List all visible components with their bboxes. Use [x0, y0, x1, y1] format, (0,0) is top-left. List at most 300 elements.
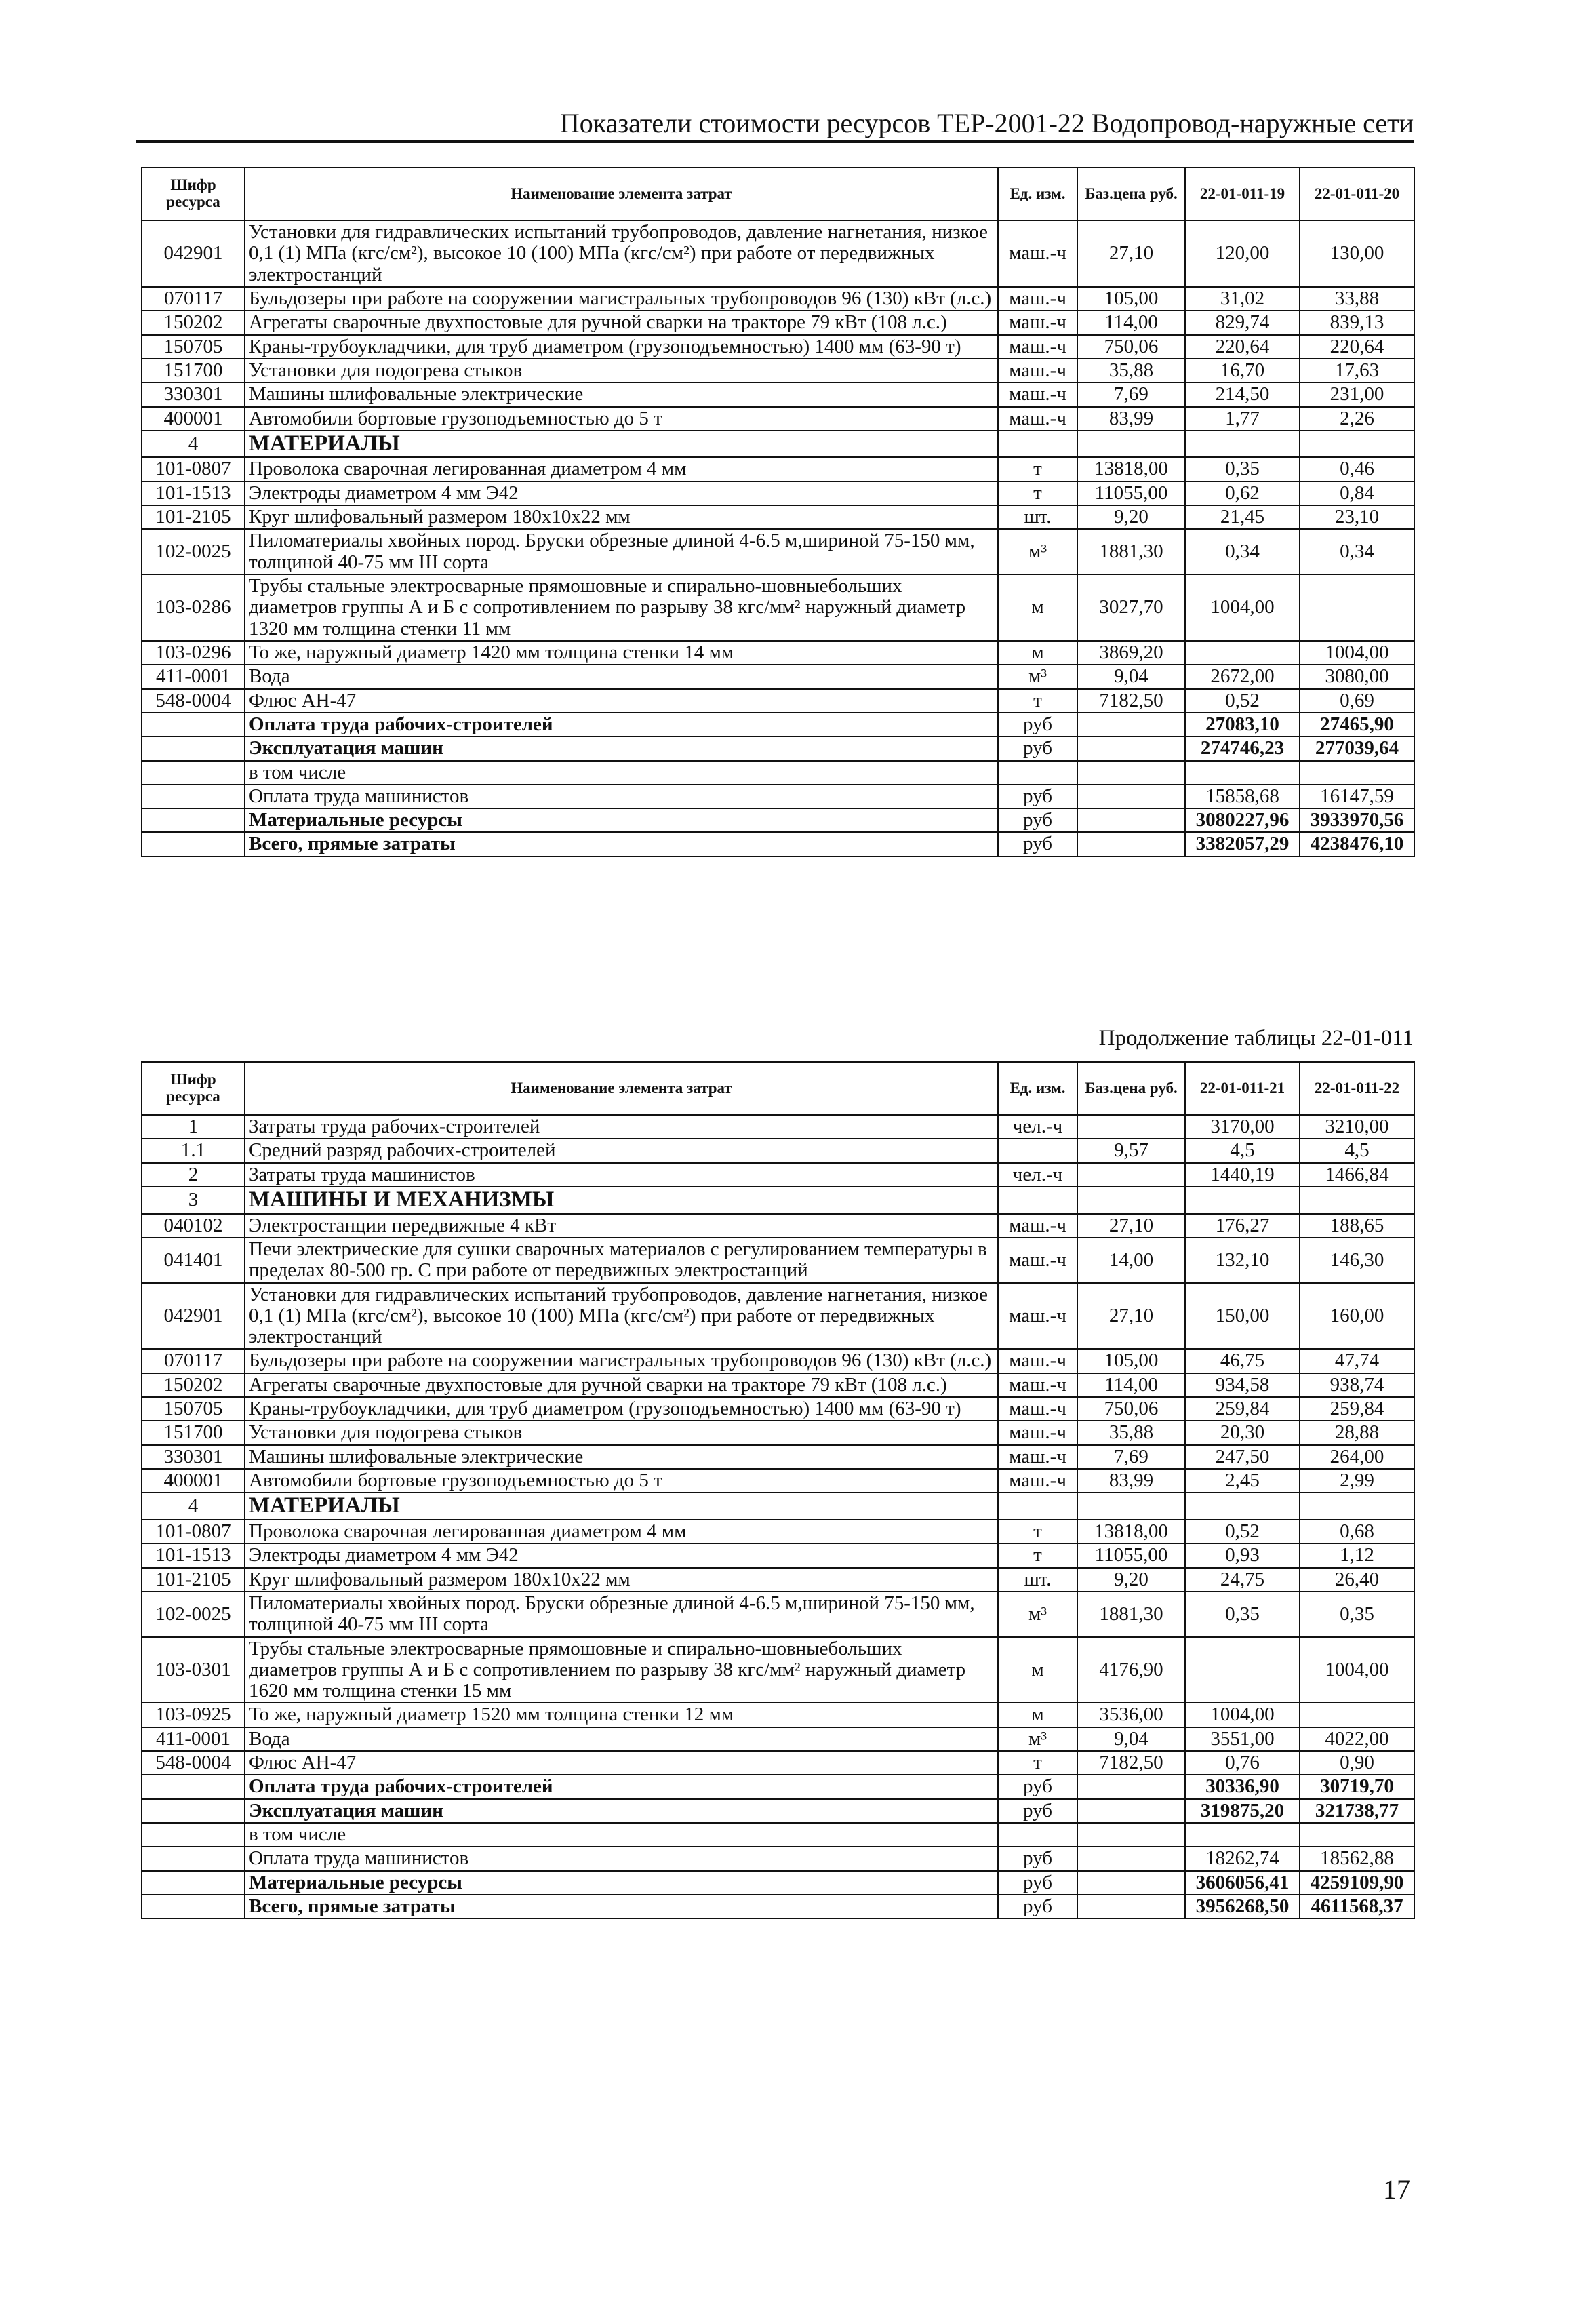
cell-value-a: 829,74 [1185, 311, 1300, 334]
cell-price [1077, 736, 1185, 760]
cell-unit: м [998, 641, 1077, 665]
cell-name: Круг шлифовальный размером 180x10x22 мм [245, 1568, 998, 1592]
cell-value-a: 214,50 [1185, 382, 1300, 406]
cell-unit: м³ [998, 665, 1077, 688]
cell-name: Флюс АН-47 [245, 689, 998, 713]
cell-code [142, 785, 245, 808]
cell-price: 7,69 [1077, 1445, 1185, 1469]
cell-value-b: 47,74 [1300, 1349, 1414, 1373]
cell-unit: маш.-ч [998, 1421, 1077, 1444]
table-row [142, 761, 1414, 785]
table-row [142, 1283, 1414, 1350]
cell-unit: маш.-ч [998, 311, 1077, 334]
cell-unit: т [998, 457, 1077, 481]
cell-value-b: 0,34 [1300, 529, 1414, 574]
cell-price: 35,88 [1077, 1421, 1185, 1444]
cell-value-b: 4,5 [1300, 1139, 1414, 1162]
cell-value-a [1185, 1493, 1300, 1520]
cell-code: 102-0025 [142, 1592, 245, 1637]
cell-name: Краны-трубоукладчики, для труб диаметром (грузоподъемностью) 1400 мм (63-90 т) [245, 335, 998, 359]
cell-unit: руб [998, 1871, 1077, 1895]
table-row [142, 832, 1414, 856]
cell-code [142, 761, 245, 785]
cell-name: То же, наружный диаметр 1420 мм толщина стенки 14 мм [245, 641, 998, 665]
cell-code: 101-2105 [142, 505, 245, 529]
cell-price: 3027,70 [1077, 574, 1185, 641]
cell-code: 150705 [142, 335, 245, 359]
cell-unit: руб [998, 1847, 1077, 1870]
cell-unit: маш.-ч [998, 1397, 1077, 1421]
table-row [142, 529, 1414, 574]
table-row [142, 505, 1414, 529]
cell-code [142, 832, 245, 856]
cell-code: 102-0025 [142, 529, 245, 574]
table-header-row [142, 168, 1414, 220]
cell-value-b: 0,69 [1300, 689, 1414, 713]
cell-value-a: 24,75 [1185, 1568, 1300, 1592]
table-row [142, 1871, 1414, 1895]
cell-value-b: 33,88 [1300, 287, 1414, 311]
cell-value-a: 3606056,41 [1185, 1871, 1300, 1895]
cell-unit: т [998, 689, 1077, 713]
cell-code [142, 1871, 245, 1895]
page-header-title: Показатели стоимости ресурсов ТЕР-2001-22 Водопровод-наружные сети [559, 108, 1414, 138]
cell-value-b: 27465,90 [1300, 713, 1414, 736]
cell-code: 103-0925 [142, 1703, 245, 1727]
cell-name: Установки для гидравлических испытаний трубопроводов, давление нагнетания, низкое 0,1 (1) МПа (кгс/см²), высокое 10 (100) МПа (кгс/см²) при работе от передвижных электростанций [245, 1283, 998, 1350]
cell-price: 27,10 [1077, 220, 1185, 287]
cell-value-b: 17,63 [1300, 359, 1414, 382]
cell-value-a: 3080227,96 [1185, 808, 1300, 832]
col-header-norm-a: 22-01-011-21 [1185, 1062, 1300, 1115]
cell-code: 4 [142, 1493, 245, 1520]
page-number: 17 [1383, 2174, 1410, 2205]
table-row [142, 1187, 1414, 1214]
cell-price [1077, 713, 1185, 736]
cell-value-a: 15858,68 [1185, 785, 1300, 808]
cell-name: Агрегаты сварочные двухпостовые для ручной сварки на тракторе 79 кВт (108 л.с.) [245, 311, 998, 334]
cell-unit: маш.-ч [998, 382, 1077, 406]
cell-unit: м³ [998, 1592, 1077, 1637]
cell-name: Краны-трубоукладчики, для труб диаметром (грузоподъемностью) 1400 мм (63-90 т) [245, 1397, 998, 1421]
cell-value-a: 2672,00 [1185, 665, 1300, 688]
cell-name: Всего, прямые затраты [245, 832, 998, 856]
cell-name: Трубы стальные электросварные прямошовные и спирально-шовныебольших диаметров группы А и Б с сопротивлением по разрыву 38 кгс/мм² наружный диаметр 1620 мм толщина стенки 15 мм [245, 1637, 998, 1703]
cell-name: Материальные ресурсы [245, 808, 998, 832]
cell-name: Оплата труда машинистов [245, 1847, 998, 1870]
cell-value-b: 0,68 [1300, 1520, 1414, 1543]
cell-code [142, 736, 245, 760]
cell-price: 105,00 [1077, 1349, 1185, 1373]
cell-price: 4176,90 [1077, 1637, 1185, 1703]
cell-value-b: 277039,64 [1300, 736, 1414, 760]
cell-unit: маш.-ч [998, 1214, 1077, 1238]
cell-price: 11055,00 [1077, 1543, 1185, 1567]
cell-value-b: 130,00 [1300, 220, 1414, 287]
table-row [142, 335, 1414, 359]
col-header-name: Наименование элемента затрат [245, 1062, 998, 1115]
table-row [142, 1520, 1414, 1543]
cell-value-b: 16147,59 [1300, 785, 1414, 808]
cell-value-b: 2,99 [1300, 1469, 1414, 1493]
cell-code: 411-0001 [142, 665, 245, 688]
cell-value-b: 188,65 [1300, 1214, 1414, 1238]
page-header [136, 107, 1414, 143]
cell-value-a: 1440,19 [1185, 1163, 1300, 1187]
table-row [142, 1727, 1414, 1751]
cell-unit [998, 1139, 1077, 1162]
cell-value-b: 259,84 [1300, 1397, 1414, 1421]
cell-value-b: 938,74 [1300, 1373, 1414, 1397]
cell-code: 151700 [142, 359, 245, 382]
cell-name: Затраты труда рабочих-строителей [245, 1115, 998, 1139]
cell-value-a: 30336,90 [1185, 1775, 1300, 1798]
cell-value-a: 319875,20 [1185, 1799, 1300, 1823]
cell-value-b: 4022,00 [1300, 1727, 1414, 1751]
cell-price [1077, 1847, 1185, 1870]
table-row [142, 1799, 1414, 1823]
cell-price: 114,00 [1077, 1373, 1185, 1397]
cell-name: Трубы стальные электросварные прямошовные и спирально-шовныебольших диаметров группы А и Б с сопротивлением по разрыву 38 кгс/мм² наружный диаметр 1320 мм толщина стенки 11 мм [245, 574, 998, 641]
table-row [142, 665, 1414, 688]
cell-value-b: 3080,00 [1300, 665, 1414, 688]
cell-unit: м³ [998, 529, 1077, 574]
cell-value-a [1185, 1637, 1300, 1703]
cell-value-b: 0,84 [1300, 481, 1414, 505]
table-row [142, 641, 1414, 665]
col-header-unit: Ед. изм. [998, 1062, 1077, 1115]
cell-name: Бульдозеры при работе на сооружении магистральных трубопроводов 96 (130) кВт (л.с.) [245, 1349, 998, 1373]
table-body-2 [142, 1115, 1414, 1918]
cell-price: 1881,30 [1077, 529, 1185, 574]
cell-code: 101-1513 [142, 481, 245, 505]
cell-code: 400001 [142, 1469, 245, 1493]
table-header-row [142, 1062, 1414, 1115]
cell-value-a: 27083,10 [1185, 713, 1300, 736]
cell-name: Автомобили бортовые грузоподъемностью до 5 т [245, 1469, 998, 1493]
cell-value-b [1300, 1187, 1414, 1214]
cell-name: Средний разряд рабочих-строителей [245, 1139, 998, 1162]
cell-unit: руб [998, 1799, 1077, 1823]
cell-unit: руб [998, 713, 1077, 736]
cell-price [1077, 1823, 1185, 1847]
table-row [142, 736, 1414, 760]
cell-price [1077, 1871, 1185, 1895]
cell-value-b [1300, 1703, 1414, 1727]
cell-code: 070117 [142, 287, 245, 311]
cell-value-a: 0,35 [1185, 1592, 1300, 1637]
cell-unit: руб [998, 832, 1077, 856]
cell-value-a: 3382057,29 [1185, 832, 1300, 856]
col-header-norm-a: 22-01-011-19 [1185, 168, 1300, 220]
cell-unit: маш.-ч [998, 1445, 1077, 1469]
cell-name: Машины шлифовальные электрические [245, 1445, 998, 1469]
cell-unit: маш.-ч [998, 1283, 1077, 1350]
cell-code: 101-2105 [142, 1568, 245, 1592]
cell-code: 548-0004 [142, 1751, 245, 1775]
cell-value-b: 146,30 [1300, 1238, 1414, 1283]
col-header-norm-b: 22-01-011-20 [1300, 168, 1414, 220]
cell-price: 105,00 [1077, 287, 1185, 311]
cell-value-b [1300, 1493, 1414, 1520]
cell-code [142, 808, 245, 832]
cell-value-a: 16,70 [1185, 359, 1300, 382]
cell-value-a: 0,76 [1185, 1751, 1300, 1775]
cell-name: в том числе [245, 761, 998, 785]
cell-value-a: 18262,74 [1185, 1847, 1300, 1870]
cell-name: Установки для подогрева стыков [245, 359, 998, 382]
table-row [142, 220, 1414, 287]
cell-unit [998, 431, 1077, 458]
cell-unit: м³ [998, 1727, 1077, 1751]
cell-name: Материальные ресурсы [245, 1871, 998, 1895]
cell-value-a: 20,30 [1185, 1421, 1300, 1444]
cell-name: Печи электрические для сушки сварочных материалов с регулированием температуры в пределах 80-500 гр. С при работе от передвижных электростанций [245, 1238, 998, 1283]
table-row [142, 382, 1414, 406]
cell-value-a [1185, 641, 1300, 665]
cell-price: 13818,00 [1077, 1520, 1185, 1543]
cell-price [1077, 1775, 1185, 1798]
cell-code: 101-1513 [142, 1543, 245, 1567]
table-row [142, 1115, 1414, 1139]
cell-price [1077, 832, 1185, 856]
cell-code: 040102 [142, 1214, 245, 1238]
cell-value-b: 30719,70 [1300, 1775, 1414, 1798]
cell-value-b: 220,64 [1300, 335, 1414, 359]
cell-code: 101-0807 [142, 1520, 245, 1543]
cell-value-a: 3956268,50 [1185, 1895, 1300, 1918]
cell-price: 83,99 [1077, 407, 1185, 431]
cell-price [1077, 1895, 1185, 1918]
cell-price [1077, 1493, 1185, 1520]
table-row [142, 1469, 1414, 1493]
cell-value-a [1185, 1187, 1300, 1214]
cell-code [142, 1799, 245, 1823]
cell-price: 14,00 [1077, 1238, 1185, 1283]
cell-code [142, 1895, 245, 1918]
cell-code: 150705 [142, 1397, 245, 1421]
cell-price [1077, 808, 1185, 832]
cell-value-a: 120,00 [1185, 220, 1300, 287]
table-row [142, 407, 1414, 431]
cell-name: МАТЕРИАЛЫ [245, 431, 998, 458]
cell-name: Установки для гидравлических испытаний трубопроводов, давление нагнетания, низкое 0,1 (1) МПа (кгс/см²), высокое 10 (100) МПа (кгс/см²) при работе от передвижных электростанций [245, 220, 998, 287]
cell-name: То же, наружный диаметр 1520 мм толщина стенки 12 мм [245, 1703, 998, 1727]
cell-value-a: 31,02 [1185, 287, 1300, 311]
cell-unit: м [998, 1637, 1077, 1703]
cell-unit [998, 1493, 1077, 1520]
cell-price: 114,00 [1077, 311, 1185, 334]
table-row [142, 1397, 1414, 1421]
cell-value-b: 23,10 [1300, 505, 1414, 529]
cell-unit: маш.-ч [998, 407, 1077, 431]
cell-code: 1.1 [142, 1139, 245, 1162]
cell-price [1077, 1187, 1185, 1214]
cell-unit: руб [998, 1895, 1077, 1918]
cell-unit: маш.-ч [998, 220, 1077, 287]
cell-unit: маш.-ч [998, 1349, 1077, 1373]
cell-price: 35,88 [1077, 359, 1185, 382]
cell-unit: маш.-ч [998, 335, 1077, 359]
cell-value-a: 247,50 [1185, 1445, 1300, 1469]
table-row [142, 1703, 1414, 1727]
cell-value-a: 0,52 [1185, 1520, 1300, 1543]
table-row [142, 1139, 1414, 1162]
cell-unit: маш.-ч [998, 1238, 1077, 1283]
cell-value-b: 1004,00 [1300, 1637, 1414, 1703]
table-row [142, 1895, 1414, 1918]
col-header-price: Баз.цена руб. [1077, 168, 1185, 220]
table-row [142, 1637, 1414, 1703]
table-body-1 [142, 220, 1414, 856]
table-row [142, 1238, 1414, 1283]
cell-code: 400001 [142, 407, 245, 431]
cell-price: 27,10 [1077, 1283, 1185, 1350]
cell-price: 3536,00 [1077, 1703, 1185, 1727]
cell-value-b: 18562,88 [1300, 1847, 1414, 1870]
cell-price: 9,04 [1077, 1727, 1185, 1751]
cell-name: Электроды диаметром 4 мм Э42 [245, 481, 998, 505]
cell-unit: руб [998, 1775, 1077, 1798]
cell-value-a: 132,10 [1185, 1238, 1300, 1283]
col-header-price: Баз.цена руб. [1077, 1062, 1185, 1115]
table-row [142, 359, 1414, 382]
cell-price: 750,06 [1077, 1397, 1185, 1421]
cell-name: Вода [245, 665, 998, 688]
cell-value-a: 2,45 [1185, 1469, 1300, 1493]
cell-name: Эксплуатация машин [245, 736, 998, 760]
cell-price [1077, 431, 1185, 458]
cell-value-a: 0,34 [1185, 529, 1300, 574]
cell-code: 103-0286 [142, 574, 245, 641]
cell-name: Затраты труда машинистов [245, 1163, 998, 1187]
cell-price: 83,99 [1077, 1469, 1185, 1493]
table-row [142, 785, 1414, 808]
cell-unit: руб [998, 785, 1077, 808]
cell-name: Агрегаты сварочные двухпостовые для ручной сварки на тракторе 79 кВт (108 л.с.) [245, 1373, 998, 1397]
cell-unit: т [998, 1520, 1077, 1543]
cell-unit [998, 761, 1077, 785]
cell-code: 103-0296 [142, 641, 245, 665]
cell-price: 750,06 [1077, 335, 1185, 359]
cell-value-b: 0,35 [1300, 1592, 1414, 1637]
table-row [142, 1568, 1414, 1592]
table-row [142, 457, 1414, 481]
table-row [142, 1775, 1414, 1798]
cell-value-a: 259,84 [1185, 1397, 1300, 1421]
cell-code: 411-0001 [142, 1727, 245, 1751]
cell-price: 9,20 [1077, 1568, 1185, 1592]
cell-unit: м [998, 1703, 1077, 1727]
cell-unit: т [998, 1543, 1077, 1567]
cell-price: 9,04 [1077, 665, 1185, 688]
cell-value-a: 934,58 [1185, 1373, 1300, 1397]
cell-value-b: 28,88 [1300, 1421, 1414, 1444]
cell-price [1077, 785, 1185, 808]
cell-unit: маш.-ч [998, 1469, 1077, 1493]
cell-name: Машины шлифовальные электрические [245, 382, 998, 406]
cell-code: 150202 [142, 311, 245, 334]
cell-name: Пиломатериалы хвойных пород. Бруски обрезные длиной 4-6.5 м,шириной 75-150 мм, толщиной 40-75 мм III сорта [245, 529, 998, 574]
cell-unit: чел.-ч [998, 1115, 1077, 1139]
table-row [142, 713, 1414, 736]
cell-code: 151700 [142, 1421, 245, 1444]
cell-value-b [1300, 431, 1414, 458]
cell-name: Электроды диаметром 4 мм Э42 [245, 1543, 998, 1567]
cell-value-a [1185, 761, 1300, 785]
table-row [142, 1751, 1414, 1775]
cell-value-b: 4611568,37 [1300, 1895, 1414, 1918]
cell-value-b: 1004,00 [1300, 641, 1414, 665]
cell-price: 27,10 [1077, 1214, 1185, 1238]
cell-unit [998, 1187, 1077, 1214]
cell-code [142, 1847, 245, 1870]
cell-name: Установки для подогрева стыков [245, 1421, 998, 1444]
cell-name: Автомобили бортовые грузоподъемностью до 5 т [245, 407, 998, 431]
table-row [142, 1847, 1414, 1870]
cell-unit: шт. [998, 505, 1077, 529]
cell-name: в том числе [245, 1823, 998, 1847]
cell-unit: маш.-ч [998, 1373, 1077, 1397]
cell-code [142, 1775, 245, 1798]
cell-value-a: 0,52 [1185, 689, 1300, 713]
cell-code: 042901 [142, 1283, 245, 1350]
table-row [142, 1823, 1414, 1847]
resource-cost-table-1 [141, 167, 1415, 857]
cell-value-b: 4238476,10 [1300, 832, 1414, 856]
cell-price: 7182,50 [1077, 689, 1185, 713]
cell-name: МАТЕРИАЛЫ [245, 1493, 998, 1520]
cell-unit: руб [998, 736, 1077, 760]
cell-value-b: 321738,77 [1300, 1799, 1414, 1823]
cell-value-a: 3170,00 [1185, 1115, 1300, 1139]
cell-value-a: 0,93 [1185, 1543, 1300, 1567]
cell-value-b: 3210,00 [1300, 1115, 1414, 1139]
resource-cost-table-2 [141, 1061, 1415, 1919]
cell-code: 1 [142, 1115, 245, 1139]
cell-value-b [1300, 761, 1414, 785]
cell-value-b: 1,12 [1300, 1543, 1414, 1567]
table-row [142, 431, 1414, 458]
cell-code: 042901 [142, 220, 245, 287]
cell-unit: шт. [998, 1568, 1077, 1592]
cell-value-a: 220,64 [1185, 335, 1300, 359]
cell-unit: чел.-ч [998, 1163, 1077, 1187]
table-row [142, 1214, 1414, 1238]
cell-value-b: 0,90 [1300, 1751, 1414, 1775]
cell-unit [998, 1823, 1077, 1847]
cell-code: 2 [142, 1163, 245, 1187]
cell-price: 7182,50 [1077, 1751, 1185, 1775]
table-continuation-note: Продолжение таблицы 22-01-011 [1098, 1026, 1414, 1050]
cell-name: Проволока сварочная легированная диаметром 4 мм [245, 457, 998, 481]
cell-value-b: 264,00 [1300, 1445, 1414, 1469]
cell-value-a: 1004,00 [1185, 574, 1300, 641]
cell-price: 11055,00 [1077, 481, 1185, 505]
cell-code: 103-0301 [142, 1637, 245, 1703]
cell-value-b: 0,46 [1300, 457, 1414, 481]
col-header-code: Шифр ресурса [142, 168, 245, 220]
cell-code: 101-0807 [142, 457, 245, 481]
cell-unit: т [998, 481, 1077, 505]
cell-code [142, 1823, 245, 1847]
cell-name: Электростанции передвижные 4 кВт [245, 1214, 998, 1238]
cell-name: Вода [245, 1727, 998, 1751]
cell-code: 041401 [142, 1238, 245, 1283]
cell-name: Проволока сварочная легированная диаметром 4 мм [245, 1520, 998, 1543]
cell-value-a: 46,75 [1185, 1349, 1300, 1373]
table-row [142, 311, 1414, 334]
